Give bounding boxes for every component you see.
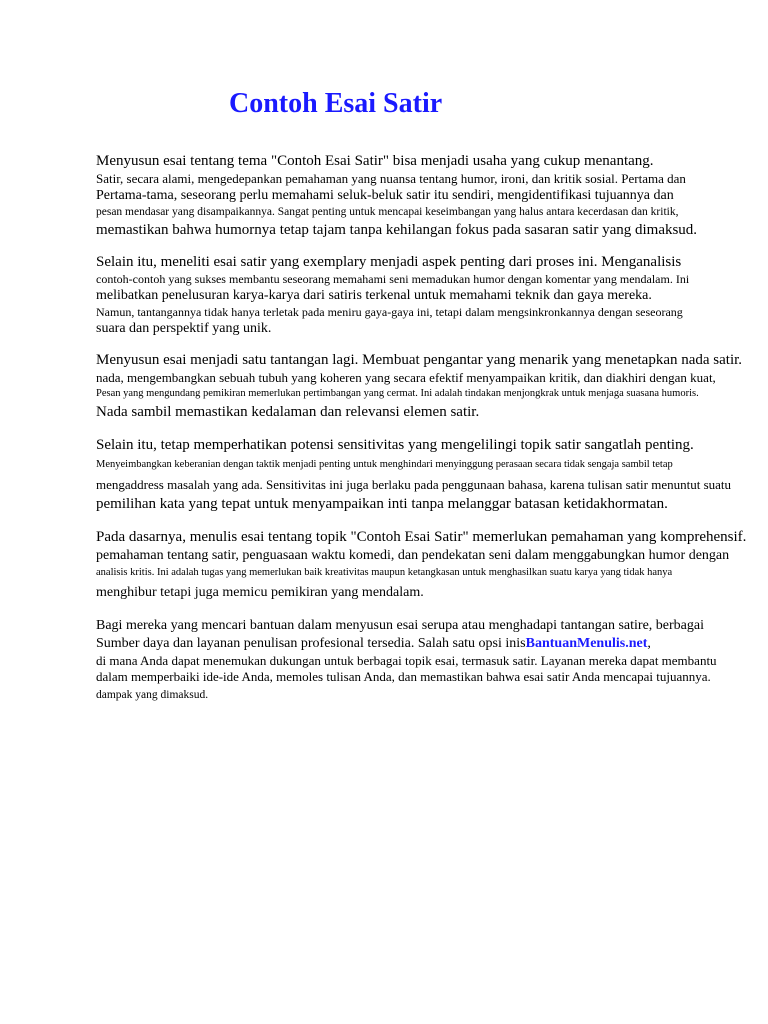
text-line: nada, mengembangkan sebuah tubuh yang koheren yang secara efektif menyampaikan kritik, dan diakhiri dengan kuat,	[96, 370, 716, 385]
text-line: pemilihan kata yang tepat untuk menyampaikan inti tanpa melanggar batasan ketidakhormatan.	[96, 496, 668, 512]
text-line: dampak yang dimaksud.	[96, 689, 209, 701]
text-line: di mana Anda dapat menemukan dukungan untuk berbagai topik esai, termasuk satir. Layanan mereka dapat membantu	[96, 653, 717, 668]
essay-body	[96, 152, 768, 718]
text-line: Selain itu, tetap memperhatikan potensi sensitivitas yang mengelilingi topik satir sangatlah penting.	[96, 437, 694, 453]
paragraph-6	[96, 617, 768, 705]
text-line: analisis kritis. Ini adalah tugas yang memerlukan baik kreativitas maupun ketangkasan untuk menghasilkan suatu karya yang tidak hanya	[96, 567, 673, 578]
page-title: Contoh Esai Satir	[229, 88, 443, 119]
text-line: Bagi mereka yang mencari bantuan dalam menyusun esai serupa atau menghadapi tantangan satire, berbagai	[96, 618, 704, 633]
text-line: pesan mendasar yang disampaikannya. Sangat penting untuk mencapai keseimbangan yang halus antara kecerdasan dan kritik,	[96, 206, 679, 218]
text-line: pemahaman tentang satir, penguasaan waktu komedi, dan pendekatan seni dalam menggabungkan humor dengan	[96, 548, 730, 563]
text-line: Pada dasarnya, menulis esai tentang topik "Contoh Esai Satir" memerlukan pemahaman yang komprehensif.	[96, 529, 747, 545]
paragraph-5	[96, 528, 768, 604]
text-line: menghibur tetapi juga memicu pemikiran yang mendalam.	[96, 585, 424, 600]
text-line: Selain itu, meneliti esai satir yang exemplary menjadi aspek penting dari proses ini. Menganalisis	[96, 254, 682, 270]
paragraph-3	[96, 351, 768, 423]
text-line: Menyusun esai tentang tema "Contoh Esai Satir" bisa menjadi usaha yang cukup menantang.	[96, 153, 654, 169]
paragraph-4	[96, 436, 768, 515]
text-line: melibatkan penelusuran karya-karya dari satiris terkenal untuk memahami teknik dan gaya mereka.	[96, 288, 652, 303]
text-line: contoh-contoh yang sukses membantu seseorang memahami seni memadukan humor dengan komentar yang mendalam. Ini	[96, 272, 690, 286]
text-line: Namun, tantangannya tidak hanya terletak pada meniru gaya-gaya ini, tetapi dalam mengsinkronkannya dengan seseorang	[96, 305, 683, 319]
bantuan-menulis-link[interactable]: BantuanMenulis.net	[525, 636, 648, 651]
paragraph-2	[96, 253, 768, 338]
text-line: Pesan yang mengundang pemikiran memerlukan pertimbangan yang cermat. Ini adalah tindakan menjongkrak untuk menjaga suasana humoris.	[96, 388, 699, 399]
text-line: Nada sambil memastikan kedalaman dan relevansi elemen satir.	[96, 404, 480, 420]
text-line-with-link	[96, 635, 768, 653]
text-segment: ,	[647, 636, 651, 651]
text-line: Pertama-tama, seseorang perlu memahami seluk-beluk satir itu sendiri, mengidentifikasi tujuannya dan	[96, 188, 674, 203]
text-segment: Sumber daya dan layanan penulisan profesional tersedia. Salah satu opsi inis	[96, 636, 526, 651]
text-line: Menyeimbangkan keberanian dengan taktik menjadi penting untuk menghindari menyinggung perasaan secara tidak sengaja sambil tetap	[96, 459, 673, 470]
text-line: mengaddress masalah yang ada. Sensitivitas ini juga berlaku pada penggunaan bahasa, karena tulisan satir menuntut suatu	[96, 477, 732, 492]
text-line: suara dan perspektif yang unik.	[96, 321, 272, 336]
text-line: dalam memperbaiki ide-ide Anda, memoles tulisan Anda, dan memastikan bahwa esai satir Anda mencapai tujuannya.	[96, 669, 711, 684]
text-line: Menyusun esai menjadi satu tantangan lagi. Membuat pengantar yang menarik yang menetapkan nada satir.	[96, 352, 743, 368]
paragraph-1	[96, 152, 768, 240]
text-line: Satir, secara alami, mengedepankan pemahaman yang nuansa tentang humor, ironi, dan kritik sosial. Pertama dan	[96, 171, 686, 186]
text-line: memastikan bahwa humornya tetap tajam tanpa kehilangan fokus pada sasaran satir yang dimaksud.	[96, 222, 698, 238]
